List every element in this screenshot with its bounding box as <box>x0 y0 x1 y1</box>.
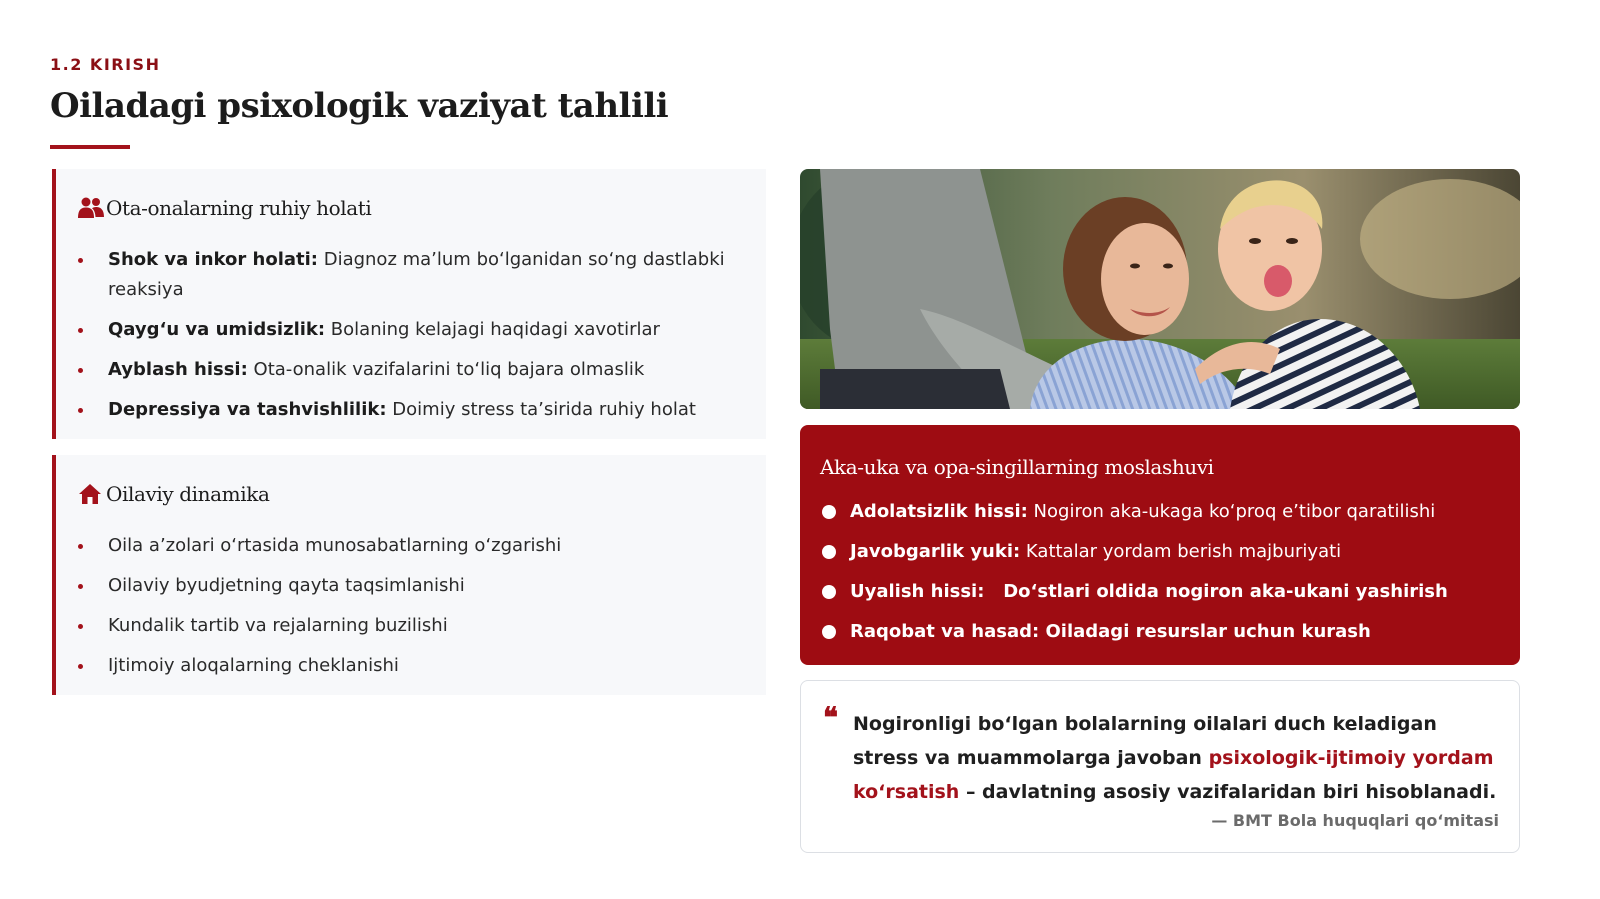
list-item <box>822 577 1448 607</box>
parents-state-title: Ota-onalarning ruhiy holati <box>106 196 372 220</box>
quote-box <box>800 680 1520 853</box>
quote-text-end: – davlatning asosiy vazifalaridan biri hisoblanadi. <box>959 781 1497 803</box>
item-label: Uyalish hissi: <box>850 581 985 602</box>
item-label: Raqobat va hasad: <box>850 621 1040 642</box>
list-item <box>78 245 746 305</box>
quote-text-start: Nogironligi bo‘lgan bolalarning oilalari duch keladigan stress va muammolarga javoban <box>853 713 1437 769</box>
item-text: Oiladagi resurslar uchun kurash <box>1039 621 1371 642</box>
bullet-circle <box>822 545 836 559</box>
family-dynamics-list <box>78 531 746 691</box>
bullet-dot <box>78 544 83 549</box>
list-item <box>822 617 1448 647</box>
list-item <box>822 537 1448 567</box>
bullet-dot <box>78 408 83 413</box>
item-text: Oilaviy byudjetning qayta taqsimlanishi <box>108 575 465 596</box>
siblings-adaptation-title: Aka-uka va opa-singillarning moslashuvi <box>820 455 1214 479</box>
item-text: Diagnoz ma’lum bo‘lganidan so‘ng dastlabki reaksiya <box>108 249 725 300</box>
family-dynamics-header <box>78 481 269 507</box>
users-icon <box>78 195 106 221</box>
item-label: Javobgarlik yuki: <box>850 541 1021 562</box>
item-label: Shok va inkor holati: <box>108 249 318 270</box>
item-text: Nogiron aka-ukaga ko‘proq e’tibor qaratilishi <box>1027 501 1436 522</box>
quote-text <box>853 707 1503 809</box>
page-title: Oiladagi psixologik vaziyat tahlili <box>50 86 669 126</box>
item-label: Ayblash hissi: <box>108 359 248 380</box>
quote-source: — BMT Bola huquqlari qo‘mitasi <box>1211 811 1499 830</box>
bullet-dot <box>78 328 83 333</box>
item-label: Depressiya va tashvishlilik: <box>108 399 387 420</box>
bullet-circle <box>822 625 836 639</box>
siblings-adaptation-list <box>822 497 1448 657</box>
list-item <box>78 531 746 561</box>
item-text: Bolaning kelajagi haqidagi xavotirlar <box>325 319 660 340</box>
list-item <box>78 571 746 601</box>
list-item <box>822 497 1448 527</box>
item-label: Qayg‘u va umidsizlik: <box>108 319 326 340</box>
item-label: Adolatsizlik hissi: <box>850 501 1028 522</box>
bullet-dot <box>78 624 83 629</box>
section-eyebrow: 1.2 KIRISH <box>50 55 161 74</box>
bullet-dot <box>78 664 83 669</box>
item-text: Doimiy stress ta’sirida ruhiy holat <box>386 399 696 420</box>
list-item <box>78 395 746 425</box>
bullet-circle <box>822 505 836 519</box>
photo-illustration <box>800 169 1520 409</box>
family-dynamics-title: Oilaviy dinamika <box>106 482 270 506</box>
bullet-dot <box>78 584 83 589</box>
list-item <box>78 355 746 385</box>
mother-and-child-photo <box>800 169 1520 409</box>
item-text: Kundalik tartib va rejalarning buzilishi <box>108 615 448 636</box>
bullet-circle <box>822 585 836 599</box>
item-text: Ota-onalik vazifalarini to‘liq bajara olmaslik <box>247 359 645 380</box>
bullet-dot <box>78 368 83 373</box>
family-dynamics-card <box>52 455 766 695</box>
list-item <box>78 611 746 641</box>
bullet-dot <box>78 258 83 263</box>
parents-state-card <box>52 169 766 439</box>
item-text: Do‘stlari oldida nogiron aka-ukani yashirish <box>984 581 1448 602</box>
quote-highlight: psixologik-ijtimoiy yordam ko‘rsatish <box>853 747 1494 803</box>
siblings-adaptation-box <box>800 425 1520 665</box>
parents-state-list <box>78 245 746 435</box>
item-text: Kattalar yordam berish majburiyati <box>1020 541 1342 562</box>
list-item <box>78 651 746 681</box>
list-item <box>78 315 746 345</box>
quote-icon: ❝ <box>823 701 839 734</box>
parents-state-header <box>78 195 371 221</box>
title-underline <box>50 145 130 149</box>
home-icon <box>78 481 106 507</box>
item-text: Oila a’zolari o‘rtasida munosabatlarning o‘zgarishi <box>108 535 562 556</box>
item-text: Ijtimoiy aloqalarning cheklanishi <box>108 655 399 676</box>
